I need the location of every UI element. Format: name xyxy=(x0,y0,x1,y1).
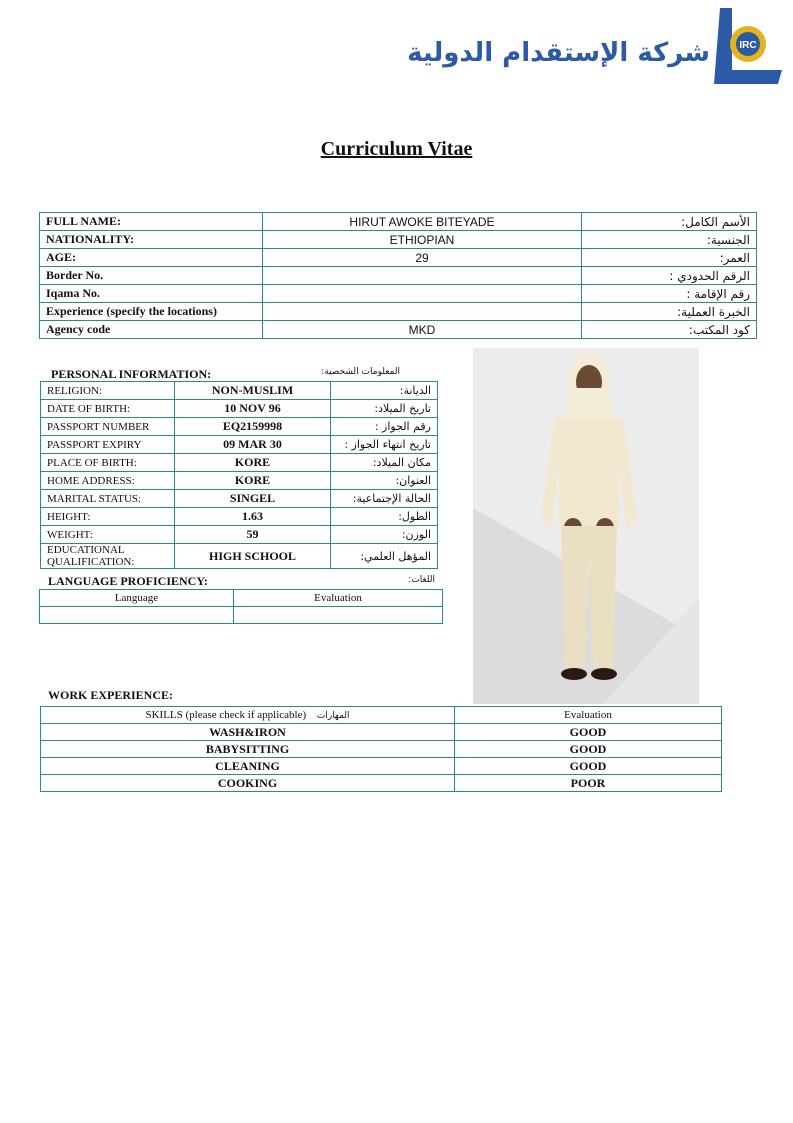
table-row xyxy=(40,590,443,607)
table-row xyxy=(41,544,438,569)
table-row xyxy=(41,490,438,508)
skill-evaluation-cell: GOOD xyxy=(455,758,722,775)
field-label-ar: الديانة: xyxy=(331,382,438,400)
field-label: HOME ADDRESS: xyxy=(41,472,175,490)
work-experience-heading: WORK EXPERIENCE: xyxy=(48,688,174,702)
language-table xyxy=(39,589,443,624)
table-row xyxy=(41,418,438,436)
field-label: Experience (specify the locations) xyxy=(40,303,263,321)
personal-info-heading-ar: المعلومات الشخصية: xyxy=(321,367,400,377)
personal-info-table xyxy=(40,381,438,569)
person-figure-icon xyxy=(473,348,699,704)
page-title: Curriculum Vitae xyxy=(320,138,473,160)
field-label: PASSPORT EXPIRY xyxy=(41,436,175,454)
table-row xyxy=(40,231,757,249)
skill-cell: BABYSITTING xyxy=(41,741,455,758)
field-label-ar: المؤهل العلمي: xyxy=(331,544,438,569)
field-value: 1.63 xyxy=(175,508,331,526)
field-value xyxy=(263,267,582,285)
field-label: PLACE OF BIRTH: xyxy=(41,454,175,472)
table-row xyxy=(41,382,438,400)
logo-arabic-name: شركة الإستقدام الدولية xyxy=(407,38,710,68)
skill-evaluation-cell: POOR xyxy=(455,775,722,792)
logo-abbr: IRC xyxy=(739,40,757,51)
field-label-ar: العنوان: xyxy=(331,472,438,490)
candidate-photo xyxy=(473,348,699,704)
field-label: DATE OF BIRTH: xyxy=(41,400,175,418)
table-row xyxy=(41,508,438,526)
field-label-ar: الطول: xyxy=(331,508,438,526)
field-label-ar: الرقم الحدودي : xyxy=(582,267,757,285)
field-label: AGE: xyxy=(40,249,263,267)
skill-cell: CLEANING xyxy=(41,758,455,775)
table-row xyxy=(41,436,438,454)
field-value: EQ2159998 xyxy=(175,418,331,436)
field-label-ar: كود المكتب: xyxy=(582,321,757,339)
field-value xyxy=(263,303,582,321)
table-row xyxy=(41,472,438,490)
personal-info-heading: PERSONAL INFORMATION: xyxy=(51,367,212,381)
field-value: NON-MUSLIM xyxy=(175,382,331,400)
skills-col-header-ar: المهارات xyxy=(316,711,350,721)
table-row xyxy=(40,321,757,339)
field-value: KORE xyxy=(175,472,331,490)
field-label-ar: رقم الجواز : xyxy=(331,418,438,436)
field-label-ar: العمر: xyxy=(582,249,757,267)
skill-cell: WASH&IRON xyxy=(41,724,455,741)
skill-evaluation-cell: GOOD xyxy=(455,724,722,741)
table-row xyxy=(41,707,722,724)
field-value xyxy=(263,285,582,303)
table-row xyxy=(41,741,722,758)
work-experience-table xyxy=(40,706,722,792)
field-label: PASSPORT NUMBER xyxy=(41,418,175,436)
skills-col-header-label: SKILLS (please check if applicable) xyxy=(145,709,307,721)
company-logo xyxy=(407,8,782,88)
field-value: HIGH SCHOOL xyxy=(175,544,331,569)
language-col-header: Language xyxy=(40,590,234,607)
field-label: FULL NAME: xyxy=(40,213,263,231)
table-row xyxy=(40,285,757,303)
table-row xyxy=(41,724,722,741)
field-label: WEIGHT: xyxy=(41,526,175,544)
field-value: HIRUT AWOKE BITEYADE xyxy=(263,213,582,231)
language-heading-ar: اللغات: xyxy=(408,575,435,585)
field-value: KORE xyxy=(175,454,331,472)
field-label-ar: الخبرة العملية: xyxy=(582,303,757,321)
field-value: SINGEL xyxy=(175,490,331,508)
field-label: MARITAL STATUS: xyxy=(41,490,175,508)
table-row xyxy=(40,303,757,321)
field-label-ar: تاريخ انتهاء الجواز : xyxy=(331,436,438,454)
field-value: 29 xyxy=(263,249,582,267)
field-label: EDUCATIONAL QUALIFICATION: xyxy=(41,544,175,569)
field-label-ar: الجنسية: xyxy=(582,231,757,249)
field-label: Iqama No. xyxy=(40,285,263,303)
table-row xyxy=(41,775,722,792)
work-evaluation-col-header: Evaluation xyxy=(455,707,722,724)
table-row xyxy=(41,400,438,418)
table-row xyxy=(41,758,722,775)
field-label-ar: رقم الإقامة : xyxy=(582,285,757,303)
main-info-table xyxy=(39,212,757,339)
field-label: Border No. xyxy=(40,267,263,285)
field-value: 09 MAR 30 xyxy=(175,436,331,454)
field-value: MKD xyxy=(263,321,582,339)
evaluation-col-header: Evaluation xyxy=(234,590,443,607)
skills-col-header xyxy=(41,707,455,724)
field-label-ar: الحالة الإجتماعية: xyxy=(331,490,438,508)
field-label-ar: الأسم الكامل: xyxy=(582,213,757,231)
language-heading: LANGUAGE PROFICIENCY: xyxy=(48,574,208,588)
field-label: NATIONALITY: xyxy=(40,231,263,249)
evaluation-cell xyxy=(234,607,443,624)
field-value: 10 NOV 96 xyxy=(175,400,331,418)
field-label: RELIGION: xyxy=(41,382,175,400)
table-row xyxy=(41,454,438,472)
table-row xyxy=(40,249,757,267)
irc-logo-mark xyxy=(712,8,782,86)
field-label-ar: مكان الميلاد: xyxy=(331,454,438,472)
table-row xyxy=(40,213,757,231)
skill-evaluation-cell: GOOD xyxy=(455,741,722,758)
table-row xyxy=(40,607,443,624)
field-value: 59 xyxy=(175,526,331,544)
field-label-ar: تاريخ الميلاد: xyxy=(331,400,438,418)
table-row xyxy=(41,526,438,544)
field-label: HEIGHT: xyxy=(41,508,175,526)
field-value: ETHIOPIAN xyxy=(263,231,582,249)
table-row xyxy=(40,267,757,285)
field-label-ar: الوزن: xyxy=(331,526,438,544)
skill-cell: COOKING xyxy=(41,775,455,792)
field-label: Agency code xyxy=(40,321,263,339)
language-cell xyxy=(40,607,234,624)
